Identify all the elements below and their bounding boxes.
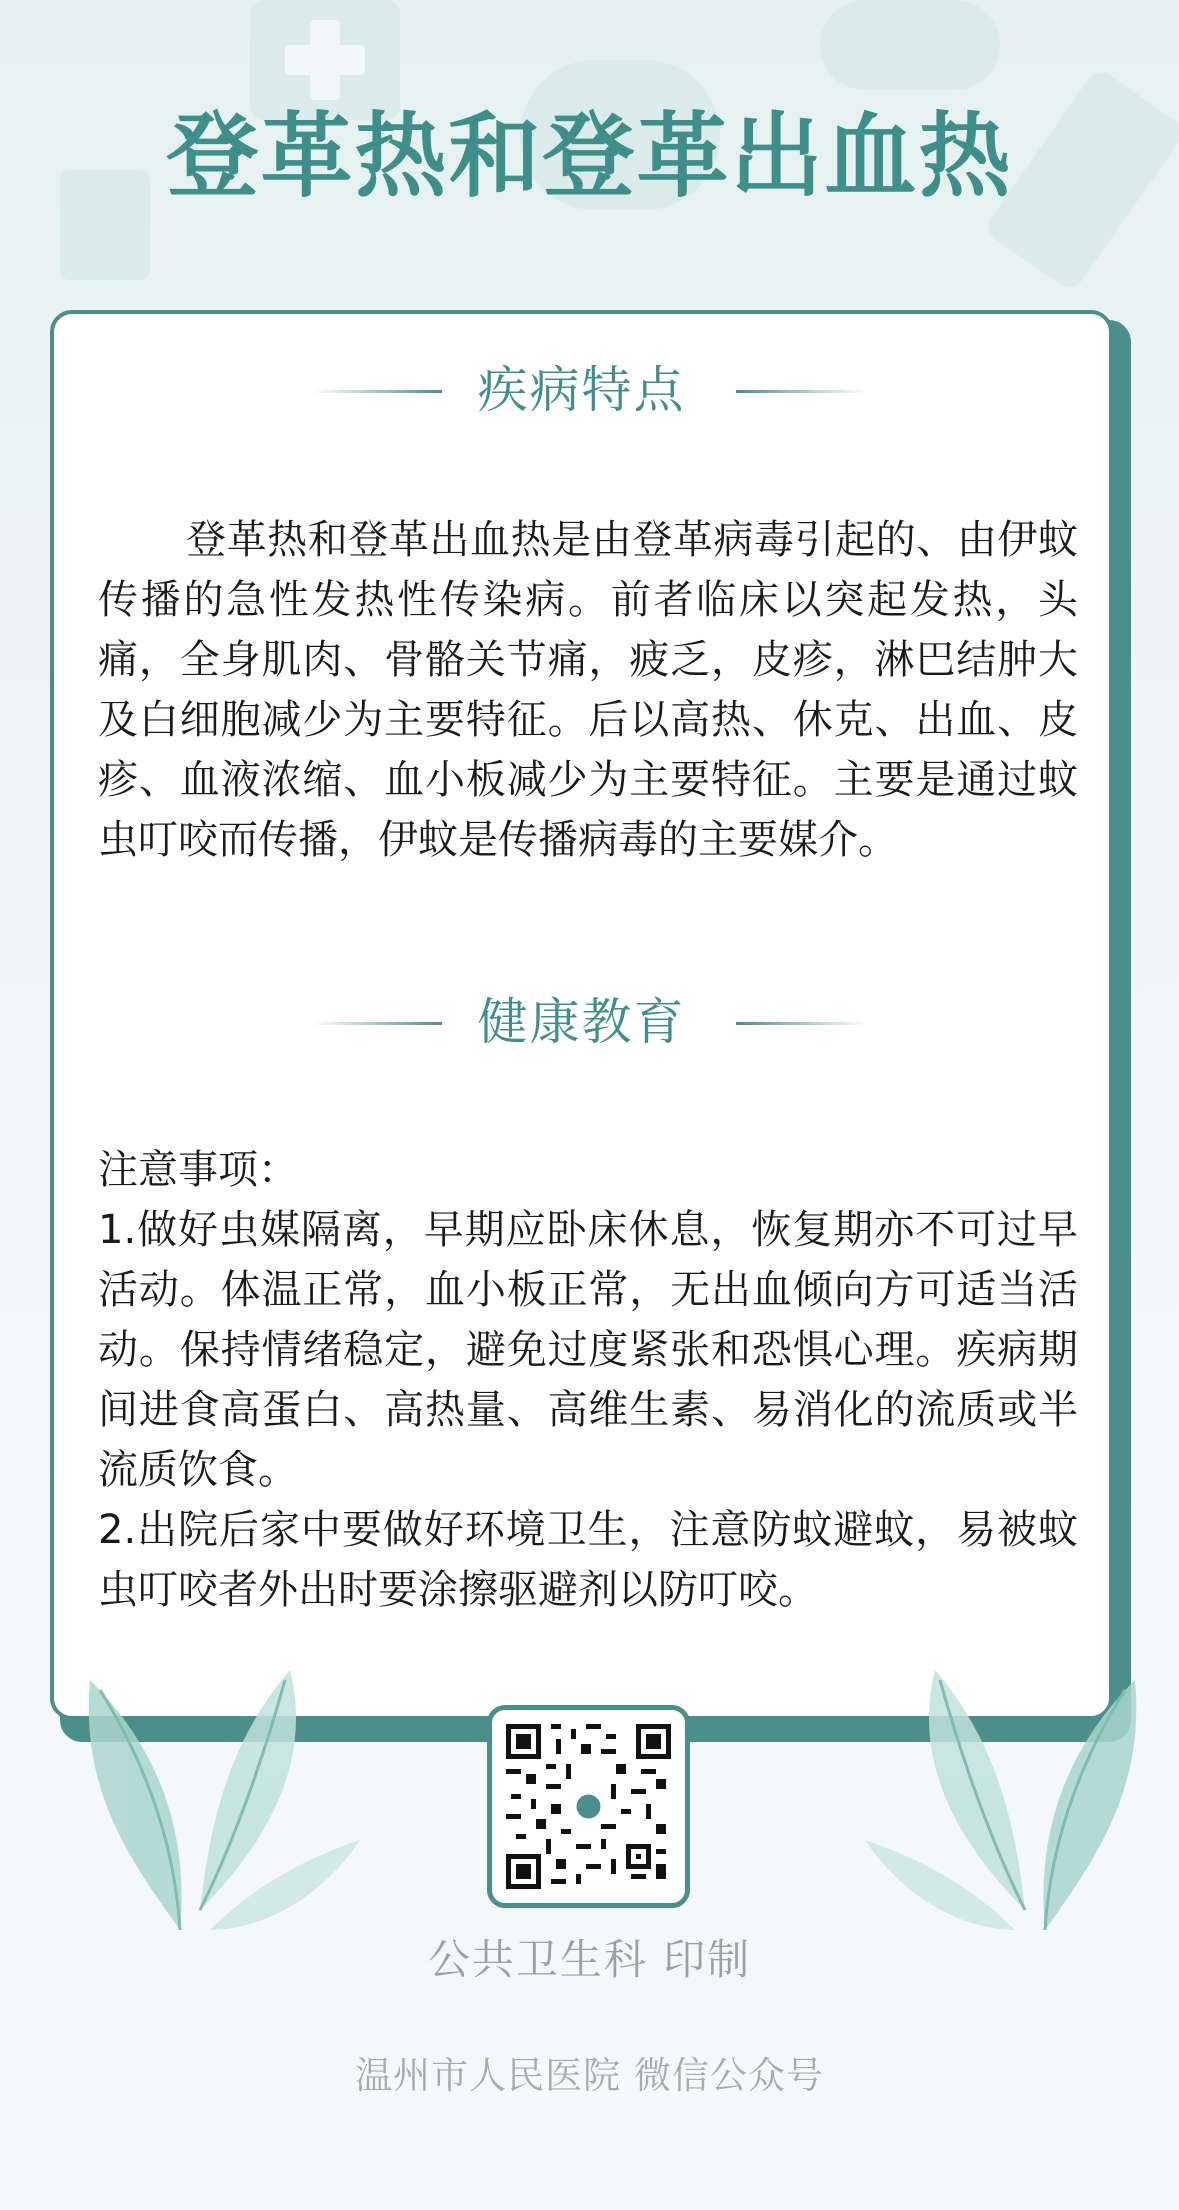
note-item: 2.出院后家中要做好环境卫生，注意防蚊避蚊，易被蚊虫叮咬者外出时要涂擦驱避剂以防叮咬。 — [98, 1507, 1078, 1613]
qr-code-frame[interactable] — [487, 1705, 690, 1908]
features-paragraph: 登革热和登革出血热是由登革病毒引起的、由伊蚊传播的急性发热性传染病。前者临床以突起发热，头痛，全身肌肉、骨骼关节痛，疲乏，皮疹，淋巴结肿大及白细胞减少为主要特征。后以高热、休克、出血、皮疹、血液浓缩、血小板减少为主要特征。主要是通过蚊虫叮咬而传播，伊蚊是传播病毒的主要媒介。 — [98, 517, 1078, 863]
printer-credit: 公共卫生科 印制 — [427, 1935, 752, 1984]
content-card — [50, 310, 1113, 1720]
leaf-left-icon — [60, 1660, 360, 1940]
source-credit: 温州市人民医院 微信公众号 — [355, 2054, 824, 2097]
notes-title: 注意事项： — [98, 1147, 298, 1193]
qr-logo-icon — [577, 1795, 601, 1819]
qr-code[interactable] — [506, 1724, 671, 1889]
heading-divider-right — [736, 1022, 866, 1025]
section-heading-education — [54, 982, 1109, 1062]
note-item: 1.做好虫媒隔离，早期应卧床休息，恢复期亦不可过早活动。体温正常，血小板正常，无出血倾向方可适当活动。保持情绪稳定，避免过度紧张和恐惧心理。疾病期间进食高蛋白、高热量、高维生素、易消化的流质或半流质饮食。 — [98, 1207, 1078, 1493]
capsule-icon — [820, 0, 1000, 90]
leaf-right-icon — [865, 1660, 1165, 1940]
education-content — [98, 1140, 1078, 1620]
heading-divider-right — [736, 390, 866, 393]
page-title: 登革热和登革出血热 — [166, 103, 1013, 210]
section-heading-features — [54, 350, 1109, 430]
section-title: 健康教育 — [477, 993, 686, 1051]
section-title: 疾病特点 — [477, 361, 686, 419]
